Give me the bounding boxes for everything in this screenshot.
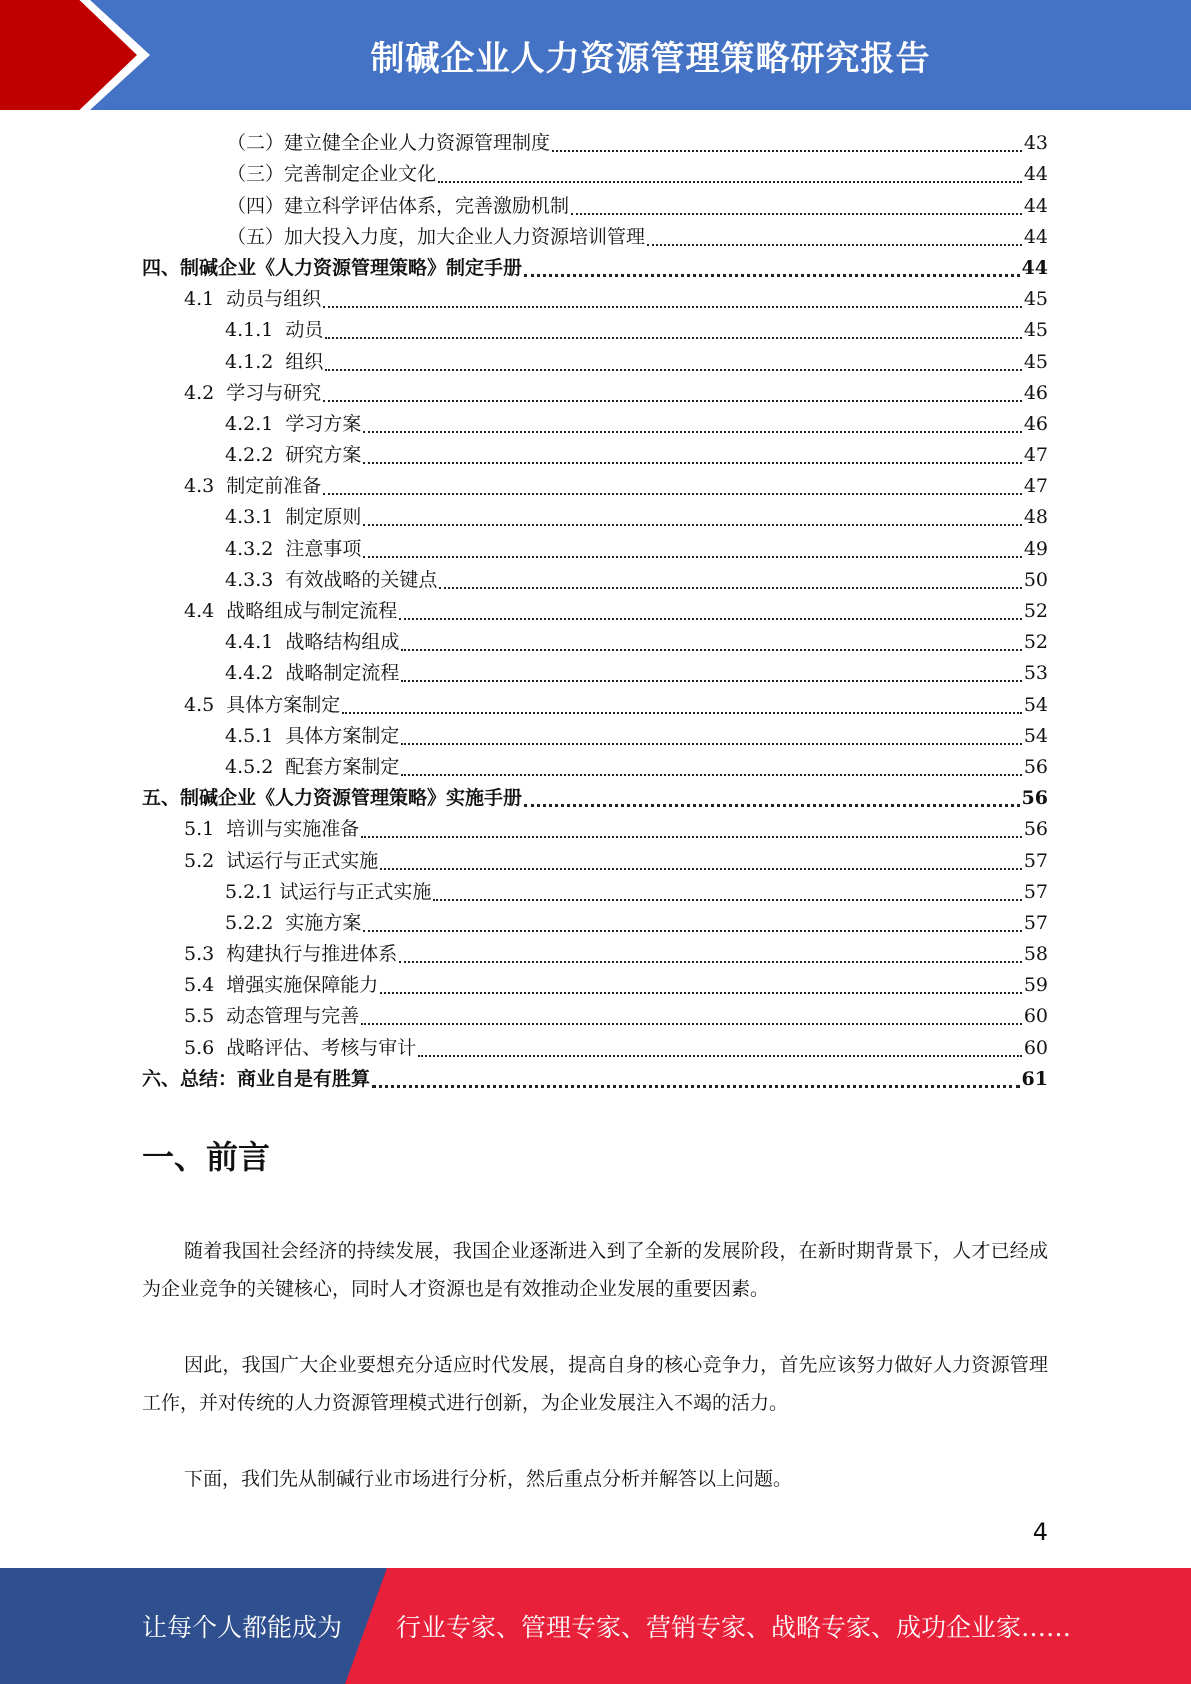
toc-dot-leader	[342, 712, 1022, 714]
toc-entry-page: 48	[1023, 506, 1048, 529]
toc-dot-leader	[433, 899, 1021, 901]
toc-entry[interactable]	[142, 222, 1048, 253]
toc-entry-page: 60	[1023, 1036, 1048, 1059]
paragraph-3: 下面，我们先从制碱行业市场进行分析，然后重点分析并解答以上问题。	[184, 1468, 793, 1490]
toc-entry[interactable]	[142, 689, 1048, 720]
toc-entry[interactable]	[142, 409, 1048, 440]
toc-entry[interactable]	[142, 128, 1048, 159]
toc-entry-title: 4.5.2 配套方案制定	[225, 755, 400, 778]
toc-entry-title: 4.3 制定前准备	[184, 475, 322, 498]
toc-entry-page: 52	[1023, 631, 1048, 654]
toc-entry-page: 57	[1023, 849, 1048, 872]
toc-entry[interactable]	[142, 471, 1048, 502]
toc-dot-leader	[372, 1085, 1020, 1088]
toc-entry[interactable]	[142, 440, 1048, 471]
toc-dot-leader	[401, 743, 1021, 745]
toc-entry-page: 59	[1023, 974, 1048, 997]
toc-dot-leader	[524, 274, 1020, 277]
toc-entry-title: 4.1.2 组织	[225, 350, 324, 373]
toc-dot-leader	[363, 431, 1021, 433]
toc-entry-title: 4.1 动员与组织	[184, 288, 322, 311]
toc-entry-title: 5.4 增强实施保障能力	[184, 974, 379, 997]
toc-entry-page: 56	[1021, 787, 1048, 810]
toc-entry-title: 4.4.1 战略结构组成	[225, 631, 400, 654]
toc-entry-page: 49	[1023, 537, 1048, 560]
paragraph-1: 随着我国社会经济的持续发展，我国企业逐渐进入到了全新的发展阶段，在新时期背景下，人才已经成为企业竞争的关键核心，同时人才资源也是有效推动企业发展的重要因素。	[142, 1240, 1048, 1300]
toc-entry-title: 5.2.1 试运行与正式实施	[225, 880, 432, 903]
toc-entry[interactable]	[142, 565, 1048, 596]
toc-entry[interactable]	[142, 908, 1048, 939]
toc-entry-title: 4.2 学习与研究	[184, 381, 322, 404]
toc-dot-leader	[325, 337, 1021, 339]
toc-entry-title: （三）完善制定企业文化	[227, 163, 437, 186]
toc-entry-title: 4.3.2 注意事项	[225, 537, 362, 560]
header-arrow-icon	[0, 0, 137, 110]
toc-entry[interactable]	[142, 346, 1048, 377]
toc-dot-leader	[323, 306, 1022, 308]
toc-dot-leader	[361, 836, 1022, 838]
toc-dot-leader	[323, 400, 1022, 402]
toc-entry-title: 4.4.2 战略制定流程	[225, 662, 400, 685]
toc-entry-page: 58	[1023, 943, 1048, 966]
toc-entry-page: 44	[1021, 256, 1048, 279]
paragraph-2: 因此，我国广大企业要想充分适应时代发展，提高自身的核心竞争力，首先应该努力做好人力资源管理工作，并对传统的人力资源管理模式进行创新，为企业发展注入不竭的活力。	[142, 1354, 1048, 1414]
toc-entry-title: （四）建立科学评估体系，完善激励机制	[227, 194, 570, 217]
toc-entry[interactable]	[142, 159, 1048, 190]
toc-dot-leader	[325, 369, 1021, 371]
toc-dot-leader	[552, 150, 1022, 152]
toc-entry[interactable]	[142, 783, 1048, 814]
footer-slogan-left: 让每个人都能成为	[142, 1613, 343, 1642]
toc-entry-page: 47	[1023, 475, 1048, 498]
toc-entry[interactable]	[142, 970, 1048, 1001]
toc-entry-title: 4.5.1 具体方案制定	[225, 724, 400, 747]
toc-entry[interactable]	[142, 190, 1048, 221]
section-heading: 一、前言	[142, 1138, 271, 1176]
toc-entry[interactable]	[142, 253, 1048, 284]
toc-entry-page: 44	[1023, 194, 1048, 217]
toc-entry-title: 4.4 战略组成与制定流程	[184, 600, 398, 622]
toc-entry-title: 5.3 构建执行与推进体系	[184, 943, 398, 966]
toc-dot-leader	[647, 244, 1022, 246]
toc-entry-title: 4.5 具体方案制定	[184, 693, 341, 716]
toc-entry[interactable]	[142, 627, 1048, 658]
toc-entry[interactable]	[142, 845, 1048, 876]
toc-dot-leader	[363, 556, 1021, 558]
toc-entry-title: 4.2.1 学习方案	[225, 412, 362, 435]
page-footer	[0, 1568, 1191, 1684]
toc-dot-leader	[380, 992, 1022, 994]
toc-entry-title: 5.2 试运行与正式实施	[184, 849, 379, 872]
page-header	[0, 0, 1191, 110]
toc-dot-leader	[401, 774, 1021, 776]
toc-entry-title: 5.2.2 实施方案	[225, 911, 362, 934]
table-of-contents	[142, 128, 1048, 1095]
toc-dot-leader	[361, 1023, 1022, 1025]
toc-dot-leader	[399, 618, 1022, 620]
toc-entry-page: 44	[1023, 225, 1048, 248]
toc-entry-page: 44	[1023, 163, 1048, 186]
toc-dot-leader	[363, 524, 1021, 526]
toc-entry-page: 47	[1023, 444, 1048, 467]
toc-entry[interactable]	[142, 1032, 1048, 1063]
toc-dot-leader	[571, 213, 1022, 215]
toc-entry[interactable]	[142, 1001, 1048, 1032]
toc-entry-title: （五）加大投入力度，加大企业人力资源培训管理	[227, 225, 646, 248]
toc-entry-title: 4.1.1 动员	[225, 319, 324, 342]
toc-entry[interactable]	[142, 315, 1048, 346]
toc-entry-page: 56	[1023, 818, 1048, 841]
toc-entry[interactable]	[142, 502, 1048, 533]
toc-entry-title: 5.6 战略评估、考核与审计	[184, 1036, 417, 1059]
toc-entry[interactable]	[142, 721, 1048, 752]
toc-entry-page: 61	[1021, 1067, 1048, 1090]
toc-dot-leader	[363, 462, 1021, 464]
toc-entry-page: 43	[1023, 132, 1048, 155]
toc-entry[interactable]	[142, 1064, 1048, 1095]
toc-entry-page: 46	[1023, 412, 1048, 435]
toc-dot-leader	[418, 1055, 1022, 1057]
toc-entry[interactable]	[142, 596, 1048, 627]
toc-entry-page: 46	[1023, 381, 1048, 404]
toc-entry-page: 56	[1023, 755, 1048, 778]
toc-entry-page: 52	[1023, 600, 1048, 622]
toc-entry[interactable]	[142, 752, 1048, 783]
toc-entry-page: 53	[1023, 662, 1048, 685]
page-number: 4	[1032, 1518, 1048, 1546]
toc-dot-leader	[401, 680, 1021, 682]
toc-entry-page: 60	[1023, 1005, 1048, 1028]
toc-entry-page: 50	[1023, 568, 1048, 591]
toc-dot-leader	[363, 930, 1021, 932]
toc-entry-title: 四、制碱企业《人力资源管理策略》制定手册	[142, 256, 523, 279]
toc-dot-leader	[401, 649, 1021, 651]
toc-entry-title: 4.3.3 有效战略的关键点	[225, 568, 438, 591]
toc-entry-title: 5.5 动态管理与完善	[184, 1005, 360, 1028]
toc-entry[interactable]	[142, 378, 1048, 409]
toc-entry-title: 六、总结：商业自是有胜算	[142, 1067, 371, 1090]
toc-entry-title: 5.1 培训与实施准备	[184, 818, 360, 841]
toc-entry-page: 45	[1023, 288, 1048, 311]
toc-entry-page: 57	[1023, 911, 1048, 934]
toc-entry-page: 45	[1023, 350, 1048, 373]
toc-dot-leader	[323, 493, 1022, 495]
toc-entry-page: 45	[1023, 319, 1048, 342]
toc-entry-title: 4.3.1 制定原则	[225, 506, 362, 529]
toc-dot-leader	[380, 868, 1022, 870]
toc-entry-title: 五、制碱企业《人力资源管理策略》实施手册	[142, 787, 523, 810]
toc-entry[interactable]	[142, 284, 1048, 315]
toc-entry-page: 54	[1023, 724, 1048, 747]
toc-dot-leader	[438, 181, 1022, 183]
toc-dot-leader	[524, 804, 1020, 807]
toc-entry-page: 57	[1023, 880, 1048, 903]
toc-entry-title: （二）建立健全企业人力资源管理制度	[227, 132, 551, 155]
toc-entry[interactable]	[142, 658, 1048, 689]
toc-entry[interactable]	[142, 877, 1048, 908]
toc-entry[interactable]	[142, 533, 1048, 564]
toc-dot-leader	[399, 961, 1022, 963]
report-title: 制碱企业人力资源管理策略研究报告	[370, 38, 931, 79]
footer-slogan-right: 行业专家、管理专家、营销专家、战略专家、成功企业家……	[396, 1613, 1072, 1642]
toc-entry-title: 4.2.2 研究方案	[225, 444, 362, 467]
toc-entry[interactable]	[142, 814, 1048, 845]
toc-entry-page: 54	[1023, 693, 1048, 716]
toc-entry[interactable]	[142, 939, 1048, 970]
toc-dot-leader	[439, 587, 1021, 589]
